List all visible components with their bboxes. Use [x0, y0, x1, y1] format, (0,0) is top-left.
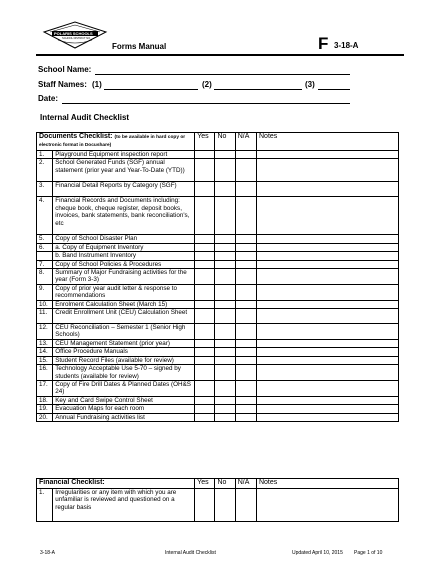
document-na-cell[interactable]: [235, 396, 256, 404]
documents-checklist-table: [36, 132, 399, 422]
document-na-cell[interactable]: [235, 309, 256, 324]
document-row-number: 16.: [37, 365, 53, 381]
school-logo: [40, 20, 110, 50]
document-row-number: 18.: [37, 396, 53, 404]
document-yes-cell[interactable]: [195, 260, 215, 268]
staff-1-label: (1): [92, 80, 102, 89]
document-na-cell[interactable]: [235, 356, 256, 364]
document-na-cell[interactable]: [235, 269, 256, 285]
document-notes-cell[interactable]: [257, 243, 399, 251]
document-yes-cell[interactable]: [195, 365, 215, 381]
document-row-number: 6.: [37, 243, 53, 251]
document-na-cell[interactable]: [235, 151, 256, 159]
document-no-cell[interactable]: [215, 252, 235, 260]
document-row: [37, 300, 399, 308]
form-number: 3-18-A: [334, 41, 359, 50]
document-row-number: 9.: [37, 284, 53, 300]
document-yes-cell[interactable]: [195, 235, 215, 243]
document-no-cell[interactable]: [215, 243, 235, 251]
document-row-number: 14.: [37, 348, 53, 356]
financial-checklist-header: [37, 479, 399, 489]
document-row: [37, 284, 399, 300]
document-row-number: 20.: [37, 413, 53, 421]
document-row-item: Key and Card Swipe Control Sheet: [53, 396, 195, 404]
document-row: [37, 309, 399, 324]
document-notes-cell[interactable]: [257, 413, 399, 421]
document-no-cell[interactable]: [215, 300, 235, 308]
document-row: [37, 339, 399, 347]
document-row-number: 3.: [37, 182, 53, 197]
school-name-field[interactable]: [95, 74, 350, 75]
document-row-item: Student Record Files (available for review): [53, 356, 195, 364]
document-yes-cell[interactable]: [195, 159, 215, 182]
document-na-cell[interactable]: [235, 284, 256, 300]
document-notes-cell[interactable]: [257, 151, 399, 159]
document-row-number: 5.: [37, 235, 53, 243]
document-yes-cell[interactable]: [195, 356, 215, 364]
document-no-cell[interactable]: [215, 365, 235, 381]
document-yes-cell[interactable]: [195, 339, 215, 347]
document-row-item: Copy of prior year audit letter & response to recommendations: [53, 284, 195, 300]
document-no-cell[interactable]: [215, 309, 235, 324]
financial-yes-cell[interactable]: [195, 489, 215, 522]
document-yes-cell[interactable]: [195, 197, 215, 235]
financial-row: [37, 489, 399, 522]
document-row-item: CEU Reconciliation – Semester 1 (Senior High Schools): [53, 324, 195, 340]
documents-heading-note: (to be available in hard copy or electronic format in Docushare): [39, 135, 186, 148]
financial-row-number: 1.: [37, 489, 53, 522]
col-yes: Yes: [195, 133, 215, 151]
document-notes-cell[interactable]: [257, 159, 399, 182]
header-rule: [36, 54, 404, 56]
document-na-cell[interactable]: [235, 252, 256, 260]
footer-form-number: 3-18-A: [40, 550, 56, 556]
fin-col-no: No: [215, 479, 235, 489]
document-yes-cell[interactable]: [195, 396, 215, 404]
document-notes-cell[interactable]: [257, 396, 399, 404]
document-no-cell[interactable]: [215, 348, 235, 356]
document-row: [37, 405, 399, 413]
document-row: [37, 413, 399, 421]
document-row-number: 19.: [37, 405, 53, 413]
document-yes-cell[interactable]: [195, 243, 215, 251]
document-row-number: 1.: [37, 151, 53, 159]
logo-text: POLARIS SCHOOLS: [54, 30, 93, 36]
document-row: [37, 356, 399, 364]
document-row-number: 12.: [37, 324, 53, 340]
document-na-cell[interactable]: [235, 405, 256, 413]
document-row-item: Financial Records and Documents including: cheque book, cheque register, deposit books, invoices, bank statements, bank reconciliation's, etc: [53, 197, 195, 235]
fin-col-na: N/A: [235, 479, 256, 489]
document-row-item: Playground Equipment inspection report: [53, 151, 195, 159]
document-no-cell[interactable]: [215, 380, 235, 396]
footer-page: Page 1 of 10: [354, 550, 383, 556]
document-notes-cell[interactable]: [257, 300, 399, 308]
document-yes-cell[interactable]: [195, 182, 215, 197]
document-no-cell[interactable]: [215, 324, 235, 340]
document-notes-cell[interactable]: [257, 405, 399, 413]
financial-row-item: Irregularities or any item with which you are unfamiliar is reviewed and questioned on a regular basis: [53, 489, 195, 522]
document-row: [37, 182, 399, 197]
document-row: [37, 348, 399, 356]
financial-checklist-heading: Financial Checklist:: [37, 479, 195, 489]
document-row: [37, 269, 399, 285]
page-title: Internal Audit Checklist: [40, 113, 130, 122]
staff-3-field[interactable]: [318, 89, 350, 90]
form-letter: F: [318, 34, 329, 53]
document-row-number: 10.: [37, 300, 53, 308]
document-notes-cell[interactable]: [257, 252, 399, 260]
document-no-cell[interactable]: [215, 260, 235, 268]
document-notes-cell[interactable]: [257, 339, 399, 347]
financial-na-cell[interactable]: [235, 489, 256, 522]
document-row: [37, 159, 399, 182]
document-na-cell[interactable]: [235, 243, 256, 251]
document-notes-cell[interactable]: [257, 235, 399, 243]
document-row: [37, 151, 399, 159]
document-yes-cell[interactable]: [195, 348, 215, 356]
document-row-item: Financial Detail Reports by Category (SGF): [53, 182, 195, 197]
document-no-cell[interactable]: [215, 151, 235, 159]
document-yes-cell[interactable]: [195, 405, 215, 413]
document-no-cell[interactable]: [215, 405, 235, 413]
document-na-cell[interactable]: [235, 348, 256, 356]
footer-updated: Updated April 10, 2015: [292, 550, 343, 556]
document-notes-cell[interactable]: [257, 309, 399, 324]
document-yes-cell[interactable]: [195, 284, 215, 300]
document-na-cell[interactable]: [235, 413, 256, 421]
document-notes-cell[interactable]: [257, 324, 399, 340]
col-no: No: [215, 133, 235, 151]
document-na-cell[interactable]: [235, 339, 256, 347]
document-notes-cell[interactable]: [257, 348, 399, 356]
col-na: N/A: [235, 133, 256, 151]
document-row-number: 11.: [37, 309, 53, 324]
document-row-item: Copy of School Disaster Plan: [53, 235, 195, 243]
staff-names-label: Staff Names:: [38, 80, 87, 89]
document-notes-cell[interactable]: [257, 380, 399, 396]
document-notes-cell[interactable]: [257, 269, 399, 285]
document-yes-cell[interactable]: [195, 252, 215, 260]
document-no-cell[interactable]: [215, 284, 235, 300]
document-row: [37, 396, 399, 404]
document-yes-cell[interactable]: [195, 300, 215, 308]
logo-subtext: SCHOOL DISTRICT NO.: [62, 37, 91, 40]
document-na-cell[interactable]: [235, 380, 256, 396]
document-no-cell[interactable]: [215, 413, 235, 421]
document-na-cell[interactable]: [235, 197, 256, 235]
document-row-item: Credit Enrollment Unit (CEU) Calculation Sheet: [53, 309, 195, 324]
document-na-cell[interactable]: [235, 159, 256, 182]
financial-notes-cell[interactable]: [256, 489, 398, 522]
document-row: [37, 380, 399, 396]
document-no-cell[interactable]: [215, 339, 235, 347]
document-row: [37, 252, 399, 260]
date-label: Date:: [38, 94, 59, 103]
document-row: [37, 324, 399, 340]
document-yes-cell[interactable]: [195, 413, 215, 421]
financial-no-cell[interactable]: [215, 489, 235, 522]
document-row: [37, 197, 399, 235]
document-no-cell[interactable]: [215, 159, 235, 182]
document-row-number: 8.: [37, 269, 53, 285]
document-row-item: Annual Fundraising activities list: [53, 413, 195, 421]
document-yes-cell[interactable]: [195, 151, 215, 159]
document-notes-cell[interactable]: [257, 365, 399, 381]
document-row: [37, 235, 399, 243]
document-notes-cell[interactable]: [257, 260, 399, 268]
document-na-cell[interactable]: [235, 260, 256, 268]
document-notes-cell[interactable]: [257, 182, 399, 197]
document-row-number: [37, 252, 53, 260]
staff-2-field[interactable]: [214, 89, 302, 90]
document-na-cell[interactable]: [235, 365, 256, 381]
document-row: [37, 243, 399, 251]
document-yes-cell[interactable]: [195, 324, 215, 340]
documents-checklist-heading: [37, 133, 195, 151]
document-row-item: Evacuation Maps for each room: [53, 405, 195, 413]
document-row: [37, 365, 399, 381]
document-no-cell[interactable]: [215, 182, 235, 197]
document-na-cell[interactable]: [235, 182, 256, 197]
document-row-item: Office Procedure Manuals: [53, 348, 195, 356]
fin-col-notes: Notes: [256, 479, 398, 489]
document-no-cell[interactable]: [215, 197, 235, 235]
document-row-item: Copy of School Policies & Procedures: [53, 260, 195, 268]
document-no-cell[interactable]: [215, 269, 235, 285]
document-row-item: Summary of Major Fundraising activities for the year (Form 3-3): [53, 269, 195, 285]
document-na-cell[interactable]: [235, 324, 256, 340]
document-notes-cell[interactable]: [257, 197, 399, 235]
document-row-item: Copy of Fire Drill Dates & Planned Dates (OH&S 24): [53, 380, 195, 396]
fin-col-yes: Yes: [195, 479, 215, 489]
document-no-cell[interactable]: [215, 396, 235, 404]
document-na-cell[interactable]: [235, 300, 256, 308]
document-row-item: a. Copy of Equipment Inventory: [53, 243, 195, 251]
document-na-cell[interactable]: [235, 235, 256, 243]
school-name-label: School Name:: [38, 65, 92, 74]
document-yes-cell[interactable]: [195, 309, 215, 324]
document-notes-cell[interactable]: [257, 284, 399, 300]
document-row-number: 17.: [37, 380, 53, 396]
staff-2-label: (2): [202, 80, 212, 89]
document-no-cell[interactable]: [215, 235, 235, 243]
document-notes-cell[interactable]: [257, 356, 399, 364]
document-row-number: 4.: [37, 197, 53, 235]
documents-heading-text: Documents Checklist:: [39, 133, 113, 140]
document-no-cell[interactable]: [215, 356, 235, 364]
document-row-number: 15.: [37, 356, 53, 364]
document-yes-cell[interactable]: [195, 269, 215, 285]
staff-1-field[interactable]: [104, 89, 198, 90]
staff-3-label: (3): [305, 80, 315, 89]
document-row-item: b. Band Instrument Inventory: [53, 252, 195, 260]
documents-checklist-header: [37, 133, 399, 151]
document-row-item: Enrolment Calculation Sheet (March 15): [53, 300, 195, 308]
forms-manual-label: Forms Manual: [112, 42, 167, 51]
footer-title: Internal Audit Checklist: [165, 550, 216, 556]
document-row-number: 2.: [37, 159, 53, 182]
document-row-item: Technology Acceptable Use 5-70 – signed by students (available for review): [53, 365, 195, 381]
document-yes-cell[interactable]: [195, 380, 215, 396]
document-row-number: 7.: [37, 260, 53, 268]
document-row-item: School Generated Funds (SGF) annual statement (prior year and Year-To-Date (YTD)): [53, 159, 195, 182]
date-field[interactable]: [62, 103, 350, 104]
document-row-item: CEU Management Statement (prior year): [53, 339, 195, 347]
col-notes: Notes: [257, 133, 399, 151]
document-row: [37, 260, 399, 268]
financial-checklist-table: [36, 478, 399, 522]
document-row-number: 13.: [37, 339, 53, 347]
